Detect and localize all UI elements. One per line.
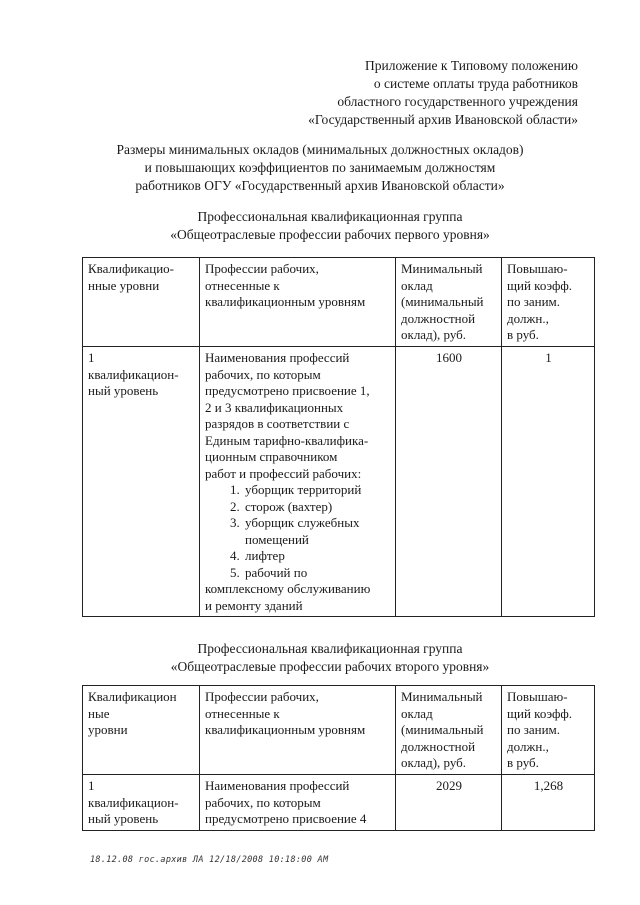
professions-list — [205, 482, 391, 581]
appendix-line: о системе оплаты труда работников — [373, 76, 578, 91]
qualification-level-cell: 1 квалификацион- ный уровень — [83, 775, 200, 831]
heading-line: Размеры минимальных окладов (минимальных должностных окладов) — [116, 142, 524, 157]
fax-footer: 18.12.08 гос.архив ЛА 12/18/2008 10:18:00 AM — [90, 855, 329, 865]
qualification-level-cell: 1 квалификацион- ный уровень — [83, 347, 200, 617]
appendix-line: Приложение к Типовому положению — [365, 58, 578, 73]
group2-title — [0, 640, 640, 676]
header-coefficient: Повышаю- щий коэфф. по заним. должн., в руб. — [502, 686, 595, 775]
group1-table — [82, 257, 595, 617]
heading-line: работников ОГУ «Государственный архив Ивановской области» — [135, 178, 505, 193]
appendix-line: «Государственный архив Ивановской области» — [308, 112, 578, 127]
group2-table — [82, 685, 595, 831]
appendix-note — [308, 57, 578, 129]
coefficient-cell: 1,268 — [502, 775, 595, 831]
group1-data-row — [83, 347, 595, 617]
document-heading — [0, 141, 640, 195]
min-salary-cell: 1600 — [396, 347, 502, 617]
header-qualification-levels: Квалификацион ные уровни — [83, 686, 200, 775]
header-professions: Профессии рабочих, отнесенные к квалификационным уровням — [200, 258, 396, 347]
header-qualification-levels: Квалификацио- нные уровни — [83, 258, 200, 347]
group1-title — [0, 208, 640, 244]
group1-header-row — [83, 258, 595, 347]
header-min-salary: Минимальный оклад (минимальный должностной оклад), руб. — [396, 258, 502, 347]
header-coefficient: Повышаю- щий коэфф. по заним. должн., в руб. — [502, 258, 595, 347]
list-item: 1. уборщик территорий — [243, 482, 391, 499]
professions-cell: Наименования профессий рабочих, по которым предусмотрено присвоение 1, 2 и 3 квалификационных разрядов в соответствии с Единым тарифно-квалифика- ционным справочником работ и профессий рабочих: 1. уборщик территорий 2. сторож (вахтер) 3. уборщик служебных помещений 4. лифтер 5. рабочий по комплексному обслуживанию и ремонту зданий — [200, 347, 396, 617]
group1-title-line: Профессиональная квалификационная группа — [197, 209, 463, 224]
group2-header-row — [83, 686, 595, 775]
list-item: 5. рабочий по — [243, 565, 391, 582]
group2-title-line: «Общеотраслевые профессии рабочих второго уровня» — [170, 659, 490, 674]
group1-title-line: «Общеотраслевые профессии рабочих первого уровня» — [170, 227, 490, 242]
list-item: 3. уборщик служебных помещений — [243, 515, 391, 548]
group2-data-row — [83, 775, 595, 831]
list-item: 4. лифтер — [243, 548, 391, 565]
appendix-line: областного государственного учреждения — [337, 94, 578, 109]
min-salary-cell: 2029 — [396, 775, 502, 831]
header-professions: Профессии рабочих, отнесенные к квалификационным уровням — [200, 686, 396, 775]
list-item: 2. сторож (вахтер) — [243, 499, 391, 516]
header-min-salary: Минимальный оклад (минимальный должностной оклад), руб. — [396, 686, 502, 775]
heading-line: и повышающих коэффициентов по занимаемым должностям — [144, 160, 496, 175]
group2-title-line: Профессиональная квалификационная группа — [197, 641, 463, 656]
professions-cell: Наименования профессий рабочих, по которым предусмотрено присвоение 4 — [200, 775, 396, 831]
coefficient-cell: 1 — [502, 347, 595, 617]
